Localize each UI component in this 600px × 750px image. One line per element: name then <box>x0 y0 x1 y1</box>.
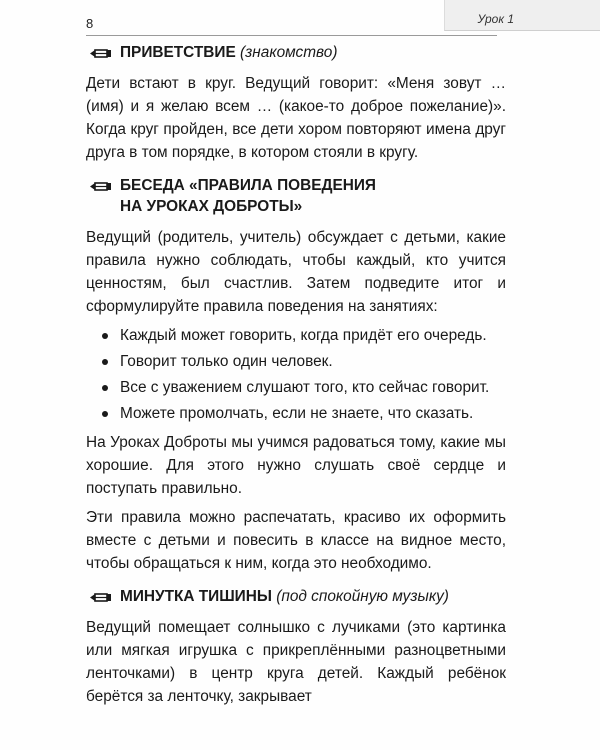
bullet-icon <box>102 411 108 417</box>
paragraph: Дети встают в круг. Ведущий говорит: «Меня зовут … (имя) и я желаю всем … (какое-то доброе пожелание)». Когда круг пройден, все дети хором повторяют имена друг друга в том порядке, в котором стояли в кругу. <box>86 75 506 161</box>
bullet-icon <box>102 333 108 339</box>
section-title-line-2: НА УРОКАХ ДОБРОТЫ» <box>120 198 303 215</box>
list-item-text: Можете промолчать, если не знаете, что сказать. <box>120 405 474 422</box>
paragraph: Эти правила можно распечатать, красиво их оформить вместе с детьми и повесить в классе на видное место, чтобы обращаться к ним, когда это необходимо. <box>86 509 506 572</box>
section-subtitle: (под спокойную музыку) <box>276 588 449 605</box>
list-item-text: Каждый может говорить, когда придёт его очередь. <box>120 327 487 344</box>
bullet-icon <box>102 385 108 391</box>
section-heading-silence <box>86 586 506 607</box>
list-item-text: Говорит только один человек. <box>120 353 333 370</box>
section-title: ПРИВЕТСТВИЕ <box>120 44 236 61</box>
section-heading-greeting <box>86 42 506 63</box>
paragraph: Ведущий помещает солнышко с лучиками (это картинка или мягкая игрушка с прикреплёнными разноцветными ленточками) в центр круга детей. Каждый ребёнок берётся за ленточку, закрывает <box>86 619 506 705</box>
paragraph: Ведущий (родитель, учитель) обсуждает с детьми, какие правила нужно соблюдать, чтобы каждый, кто учится ценностям, был счастлив. Затем подведите итог и сформулируйте правила поведения на занятиях: <box>86 229 506 315</box>
lesson-tab <box>444 0 600 31</box>
section-title-line-1: БЕСЕДА «ПРАВИЛА ПОВЕДЕНИЯ <box>120 177 376 194</box>
pencil-icon <box>90 45 112 66</box>
running-header <box>0 0 600 40</box>
rules-list <box>86 324 506 425</box>
list-item <box>86 350 506 373</box>
page-content <box>86 42 506 714</box>
section-heading-rules <box>86 175 506 217</box>
list-item <box>86 376 506 399</box>
list-item <box>86 324 506 347</box>
list-item <box>86 402 506 425</box>
pencil-icon <box>90 589 112 610</box>
lesson-label: Урок 1 <box>477 12 514 26</box>
paragraph: На Уроках Доброты мы учимся радоваться тому, какие мы хорошие. Для этого нужно слушать своё сердце и поступать правильно. <box>86 434 506 497</box>
bullet-icon <box>102 359 108 365</box>
page-number: 8 <box>86 16 94 31</box>
section-subtitle: (знакомство) <box>240 44 338 61</box>
section-title: МИНУТКА ТИШИНЫ <box>120 588 272 605</box>
header-rule <box>86 35 497 36</box>
list-item-text: Все с уважением слушают того, кто сейчас говорит. <box>120 379 490 396</box>
pencil-icon <box>90 178 112 199</box>
